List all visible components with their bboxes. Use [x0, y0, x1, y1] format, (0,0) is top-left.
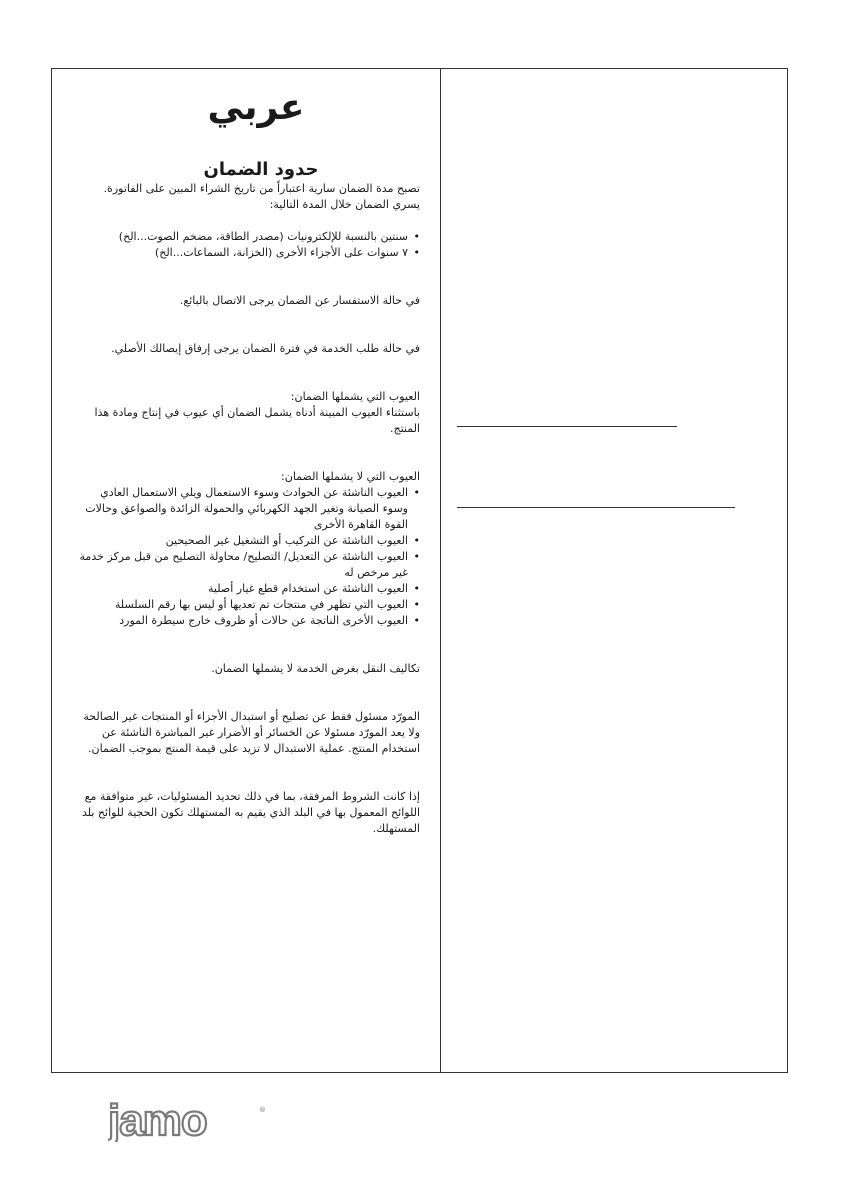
column-divider: [440, 69, 441, 1072]
list-item: • العيوب الناشئة عن استخدام قطع غيار أصلية: [72, 581, 420, 597]
list-item: • سنتين بالنسبة للإلكترونيات (مصدر الطاقة، مضخم الصوت...الخ): [72, 229, 420, 245]
liability-paragraph: المورّد مسئول فقط عن تصليح أو استبدال الأجزاء أو المنتجات غير الصالحة ولا يعد المورّد مسئولا عن الخسائر أو الأضرار غير المباشرة الناشئة عن استخدام المنتج. عملية الاستبدال لا تزيد على قيمة المنتج بموجب الضمان.: [83, 710, 420, 755]
list-item: • العيوب الناشئة عن التركيب أو التشغيل غير الصحيحين: [72, 533, 420, 549]
page-frame: [51, 68, 788, 1073]
warranty-periods-list: [72, 229, 420, 261]
signature-line-short: [457, 426, 677, 427]
receipt-paragraph: في حالة طلب الخدمة في فترة الضمان يرجى إرفاق إيصالك الأصلي.: [111, 342, 420, 355]
transport-paragraph: تكاليف النقل بغرض الخدمة لا يشملها الضمان.: [211, 662, 420, 675]
list-item: • العيوب التي تظهر في منتجات تم تعديها أو ليس بها رقم السلسلة: [72, 597, 420, 613]
list-item: • العيوب الناشئة عن الحوادث وسوء الاستعمال ويلي الاستعمال العادي وسوء الصيانة وتغير الجهد الكهربائي والحمولة الزائدة والصواعق وحالات القوة القاهرة الأخرى: [72, 485, 420, 533]
logo-wordmark: jamo: [108, 1102, 207, 1142]
intro-line-1: تصبح مدة الضمان سارية اعتباراً من تاريخ الشراء المبين على الفاتورة.: [103, 182, 420, 195]
list-item: • العيوب الأخرى الناتجة عن حالات أو ظروف خارج سيطرة المورد: [72, 613, 420, 629]
not-covered-heading: العيوب التي لا يشملها الضمان:: [281, 470, 420, 483]
intro-line-2: يسري الضمان خلال المدة التالية:: [269, 198, 420, 211]
language-heading: عربي: [207, 87, 305, 128]
list-item: • العيوب الناشئة عن التعديل/ التصليح/ محاولة التصليح من قبل مركز خدمة غير مرخص له: [72, 549, 420, 581]
jamo-logo: [108, 1102, 268, 1142]
registered-mark: ®: [259, 1106, 266, 1114]
applicable-law-paragraph: إذا كانت الشروط المرفقة، بما في ذلك تحديد المسئوليات، غير متوافقة مع اللوائح المعمول بها في البلد الذي يقيم به المستهلك تكون الحجية للوائح بلد المستهلك.: [81, 790, 420, 835]
contact-paragraph: في حالة الاستفسار عن الضمان يرجى الاتصال بالبائع.: [179, 294, 420, 307]
covered-text: باستثناء العيوب المبينة أدناه يشمل الضمان أي عيوب في إنتاج ومادة هذا المنتج.: [94, 406, 420, 435]
covered-heading: العيوب التي يشملها الضمان:: [290, 390, 420, 403]
arabic-warranty-column: [72, 69, 420, 837]
list-item: • ٧ سنوات على الأجزاء الأخرى (الخزانة، السماعات...الخ): [72, 245, 420, 261]
page-title: حدود الضمان: [203, 159, 319, 180]
signature-line-long: [457, 507, 735, 508]
not-covered-list: [72, 485, 420, 629]
